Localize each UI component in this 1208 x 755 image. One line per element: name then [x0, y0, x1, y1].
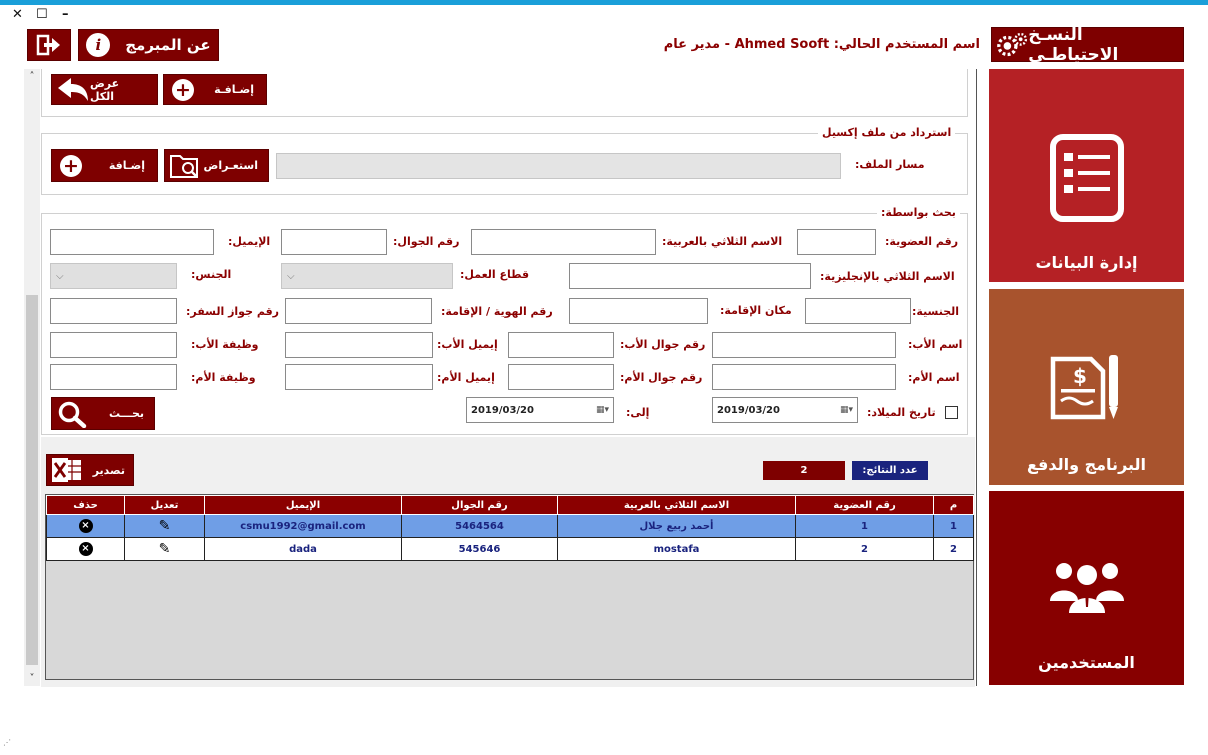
export-label: تصدير	[92, 463, 125, 477]
program-payment-label: البرنامج والدفع	[1026, 455, 1147, 474]
backup-button[interactable]	[991, 24, 1184, 65]
birth-date-label: تاريخ الميلاد:	[867, 406, 936, 419]
birth-date-to-value: 2019/03/20	[471, 404, 534, 416]
name-ar-label: الاسم الثلاثي بالعربية:	[662, 235, 783, 248]
col-edit[interactable]: تعديل	[125, 496, 205, 515]
name-en-input[interactable]	[569, 263, 811, 289]
magnifier-icon	[56, 400, 88, 428]
name-cell: أحمد ربيع جلال	[558, 515, 796, 538]
results-grid	[45, 494, 974, 680]
gears-icon	[996, 31, 1028, 59]
logout-icon	[36, 34, 62, 56]
email-cell: dada	[205, 538, 402, 561]
passport-label: رقم جواز السفر:	[186, 305, 280, 318]
birth-date-checkbox[interactable]	[945, 406, 958, 419]
window-top-accent	[0, 0, 1208, 5]
email-label: الإيميل:	[228, 235, 271, 248]
folder-search-icon	[169, 152, 201, 180]
logout-button[interactable]	[27, 29, 71, 61]
import-add-button[interactable]	[51, 149, 158, 182]
edit-icon[interactable]: ✎	[158, 518, 171, 534]
birth-date-to-picker[interactable]	[466, 397, 614, 423]
search-button-label: بحـــث	[109, 407, 144, 420]
view-all-label: عرض الكل	[89, 76, 120, 103]
gender-label: الجنس:	[191, 268, 232, 281]
import-add-label: إضـافة	[108, 159, 145, 172]
users-label: المستخدمين	[1038, 653, 1135, 672]
father-job-input[interactable]	[50, 332, 177, 358]
backup-label: النسـخ الاحتياطـي	[1028, 24, 1119, 65]
membership-no-label: رقم العضوية:	[885, 235, 959, 248]
sidebar-item-program-payment[interactable]	[989, 289, 1184, 485]
calendar-dropdown-icon[interactable]: ▦▾	[839, 405, 853, 415]
index-cell: 2	[934, 538, 974, 561]
chevron-down-icon: ⌵	[56, 270, 64, 282]
mother-name-label: اسم الأم:	[908, 371, 960, 384]
plus-circle-icon: +	[172, 79, 194, 101]
resize-grip-icon[interactable]: ⋰	[3, 738, 11, 747]
mother-mobile-label: رقم جوال الأم:	[620, 371, 703, 384]
edit-cell[interactable]	[125, 515, 205, 538]
membership-cell: 1	[796, 515, 934, 538]
residence-place-label: مكان الإقامة:	[720, 304, 792, 317]
name-en-label: الاسم الثلاثي بالإنجليزية:	[820, 270, 955, 283]
search-button[interactable]	[51, 397, 155, 430]
delete-icon[interactable]: ×	[79, 519, 93, 533]
membership-no-input[interactable]	[797, 229, 876, 255]
about-programmer-label: عن المبرمج	[125, 36, 211, 54]
passport-input[interactable]	[50, 298, 177, 324]
index-cell: 1	[934, 515, 974, 538]
id-no-input[interactable]	[285, 298, 432, 324]
father-job-label: وظيفة الأب:	[191, 338, 259, 351]
edit-cell[interactable]	[125, 538, 205, 561]
mobile-input[interactable]	[281, 229, 387, 255]
svg-text:$: $	[1072, 364, 1087, 388]
file-path-input[interactable]	[276, 153, 841, 179]
mother-name-input[interactable]	[712, 364, 896, 390]
email-input[interactable]	[50, 229, 214, 255]
birth-date-from-picker[interactable]	[712, 397, 858, 423]
membership-cell: 2	[796, 538, 934, 561]
excel-import-title: استرداد من ملف إكسيل	[818, 126, 955, 139]
vertical-scrollbar[interactable]	[24, 69, 40, 686]
father-name-input[interactable]	[712, 332, 896, 358]
gender-select[interactable]	[50, 263, 177, 289]
mother-mobile-input[interactable]	[508, 364, 614, 390]
mother-email-input[interactable]	[285, 364, 433, 390]
mobile-cell: 5464564	[402, 515, 558, 538]
results-count-value: 2	[763, 461, 845, 480]
minimize-window-icon[interactable]: –	[62, 7, 69, 22]
table-row[interactable]	[47, 515, 974, 538]
name-ar-input[interactable]	[471, 229, 656, 255]
id-no-label: رقم الهوية / الإقامة:	[441, 305, 553, 318]
col-membership[interactable]: رقم العضوية	[796, 496, 934, 515]
info-icon: i	[86, 33, 110, 57]
about-programmer-button[interactable]	[78, 29, 219, 61]
table-row[interactable]	[47, 538, 974, 561]
father-email-input[interactable]	[285, 332, 433, 358]
users-group-icon	[1047, 559, 1127, 615]
residence-place-input[interactable]	[569, 298, 708, 324]
results-table	[46, 495, 974, 561]
view-all-button[interactable]	[51, 74, 158, 105]
back-arrow-icon	[56, 77, 90, 103]
email-cell: csmu1992@gmail.com	[205, 515, 402, 538]
current-user-text: اسم المستخدم الحالي: Ahmed Sooft - مدير عام	[663, 37, 980, 52]
results-count-label: عدد النتائج:	[852, 461, 928, 480]
browse-button[interactable]	[164, 149, 269, 182]
col-index[interactable]: م	[934, 496, 974, 515]
work-sector-label: قطاع العمل:	[460, 268, 530, 281]
name-cell: mostafa	[558, 538, 796, 561]
col-mobile[interactable]: رقم الجوال	[402, 496, 558, 515]
maximize-window-icon[interactable]: ☐	[36, 7, 48, 22]
add-label: إضـافـة	[214, 83, 254, 96]
scrollbar-thumb[interactable]	[26, 295, 38, 665]
mother-email-label: إيميل الأم:	[437, 371, 495, 384]
col-name[interactable]: الاسم الثلاثي بالعربية	[558, 496, 796, 515]
export-button[interactable]	[46, 454, 134, 486]
scroll-down-icon[interactable]: ˅	[29, 673, 35, 684]
list-document-icon	[1049, 133, 1125, 223]
sidebar-item-users[interactable]	[989, 491, 1184, 685]
mobile-label: رقم الجوال:	[393, 235, 460, 248]
delete-cell[interactable]	[47, 515, 125, 538]
nationality-label: الجنسية:	[912, 305, 960, 318]
content-divider	[976, 69, 977, 686]
work-sector-select[interactable]	[281, 263, 453, 289]
close-window-icon[interactable]: ✕	[12, 7, 23, 22]
plus-circle-icon: +	[60, 155, 82, 177]
data-management-label: إدارة البيانات	[1035, 253, 1138, 272]
sidebar-item-data-management[interactable]	[989, 69, 1184, 282]
col-email[interactable]: الإيميل	[205, 496, 402, 515]
search-title: بحث بواسطة:	[877, 206, 960, 219]
add-button[interactable]	[163, 74, 267, 105]
edit-icon[interactable]: ✎	[158, 541, 171, 557]
to-label: إلى:	[626, 406, 650, 419]
father-name-label: اسم الأب:	[908, 338, 963, 351]
nationality-input[interactable]	[805, 298, 911, 324]
birth-date-from-value: 2019/03/20	[717, 404, 780, 416]
mobile-cell: 545646	[402, 538, 558, 561]
delete-icon[interactable]: ×	[79, 542, 93, 556]
calendar-dropdown-icon[interactable]: ▦▾	[595, 405, 609, 415]
father-email-label: إيميل الأب:	[437, 338, 498, 351]
col-delete[interactable]: حذف	[47, 496, 125, 515]
browse-label: استعـراض	[203, 159, 258, 172]
scroll-up-icon[interactable]: ˄	[29, 71, 35, 82]
delete-cell[interactable]	[47, 538, 125, 561]
chevron-down-icon: ⌵	[287, 270, 295, 282]
excel-icon	[51, 457, 83, 483]
mother-job-input[interactable]	[50, 364, 177, 390]
file-path-label: مسار الملف:	[855, 158, 925, 171]
father-mobile-label: رقم جوال الأب:	[620, 338, 706, 351]
table-header-row	[47, 496, 974, 515]
father-mobile-input[interactable]	[508, 332, 614, 358]
mother-job-label: وظيفة الأم:	[191, 371, 256, 384]
invoice-pen-icon	[1047, 353, 1127, 423]
